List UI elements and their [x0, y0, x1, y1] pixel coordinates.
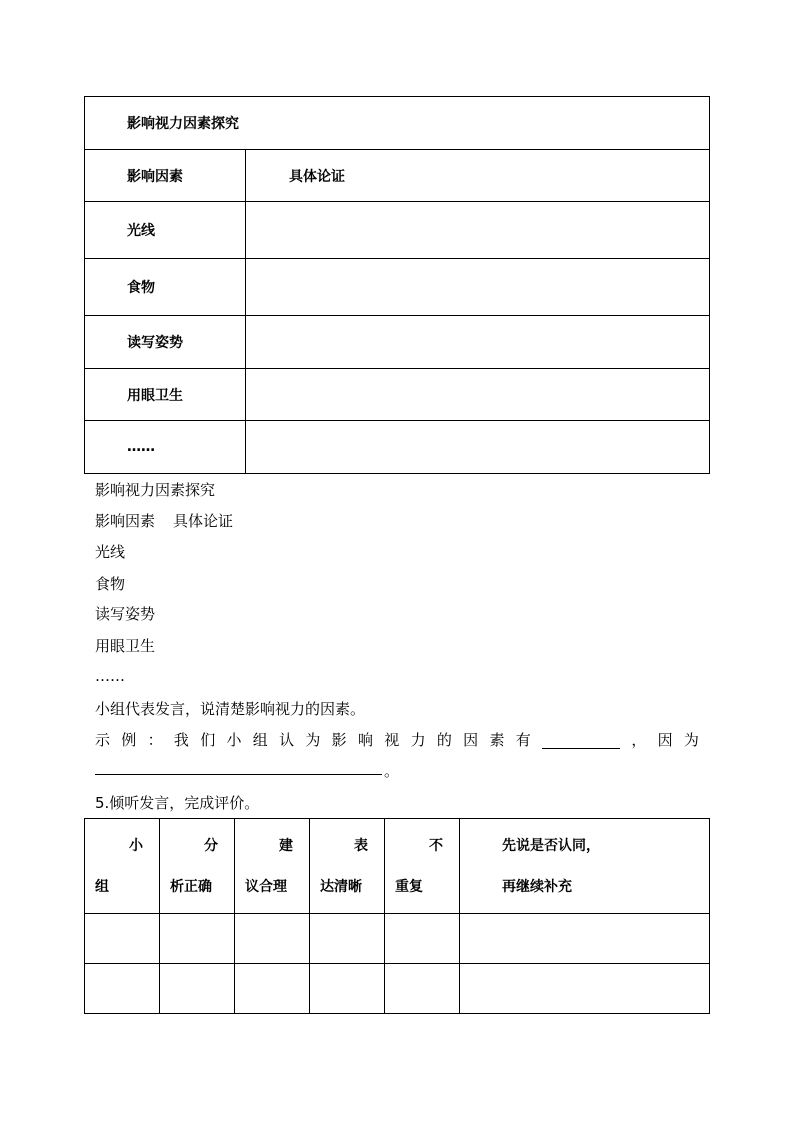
detail-cell[interactable]: [246, 316, 710, 369]
header-top-text: 建: [279, 838, 293, 854]
header-top-text: 表: [354, 838, 368, 854]
header-factor-cell: [85, 150, 246, 202]
factor-label: 用眼卫生: [127, 387, 183, 404]
plain-item: 食物: [95, 575, 126, 593]
example-char: 因: [463, 731, 479, 749]
section-5-heading: 5.倾听发言，完成评价。: [95, 794, 260, 812]
header-supplement-line2: 再继续补充: [502, 879, 572, 895]
factor-label: 读写姿势: [127, 335, 183, 351]
example-char: 认: [279, 731, 295, 749]
table-row: [85, 202, 710, 259]
example-sentence: [95, 731, 699, 749]
table-title-cell: [85, 97, 710, 150]
header-top-text: 不: [429, 838, 443, 854]
plain-item: 用眼卫生: [95, 637, 156, 655]
header-no-repeat-cell: [385, 819, 460, 914]
header-bottom-text: 达清晰: [320, 879, 362, 895]
example-char: 的: [436, 731, 452, 749]
evaluation-cell[interactable]: [460, 914, 710, 964]
example-period: 。: [384, 762, 400, 780]
factor-label: 食物: [127, 280, 155, 296]
plain-header: [95, 512, 233, 530]
table-title-row: [85, 97, 710, 150]
header-bottom-text: 重复: [395, 879, 423, 895]
example-char: 视: [384, 731, 400, 749]
instruction-text: 小组代表发言，说清楚影响视力的因素。: [95, 700, 366, 718]
header-supplement-line1: 先说是否认同，: [502, 838, 600, 854]
evaluation-table: [84, 818, 710, 1014]
factor-cell: [85, 316, 246, 369]
header-detail: 具体论证: [289, 168, 345, 185]
example-char: 为: [683, 731, 699, 749]
example-char: 示: [95, 731, 111, 749]
example-char: 为: [305, 731, 321, 749]
header-top-text: 小: [129, 838, 143, 854]
table-title: 影响视力因素探究: [127, 116, 239, 132]
header-bottom-text: 议合理: [245, 879, 287, 895]
plain-header-factor: 影响因素: [95, 512, 156, 530]
example-char: 力: [410, 731, 426, 749]
example-comma: ，: [631, 731, 647, 749]
evaluation-cell[interactable]: [310, 914, 385, 964]
factor-cell: [85, 421, 246, 474]
example-char: ：: [147, 731, 163, 749]
example-char: 例: [121, 731, 137, 749]
table-row: [85, 421, 710, 474]
factor-cell: [85, 259, 246, 316]
evaluation-cell[interactable]: [385, 914, 460, 964]
header-analysis-cell: [160, 819, 235, 914]
header-expression-cell: [310, 819, 385, 914]
evaluation-cell[interactable]: [160, 964, 235, 1014]
example-char: 影: [331, 731, 347, 749]
table-header-row: [85, 150, 710, 202]
evaluation-header-row: [85, 819, 710, 914]
table-row: [85, 964, 710, 1014]
detail-cell[interactable]: [246, 369, 710, 421]
example-char: 有: [515, 731, 531, 749]
plain-header-detail: 具体论证: [173, 512, 234, 530]
table-row: [85, 259, 710, 316]
detail-cell[interactable]: [246, 202, 710, 259]
evaluation-cell[interactable]: [460, 964, 710, 1014]
factor-label: 光线: [127, 223, 155, 239]
example-char: 小: [226, 731, 242, 749]
factor-cell: [85, 202, 246, 259]
header-factor: 影响因素: [127, 168, 183, 185]
example-char: 因: [657, 731, 673, 749]
header-suggestion-cell: [235, 819, 310, 914]
reason-blank[interactable]: [95, 774, 382, 775]
example-char: 素: [489, 731, 505, 749]
evaluation-cell[interactable]: [385, 964, 460, 1014]
plain-item: 读写姿势: [95, 605, 156, 623]
evaluation-cell[interactable]: [160, 914, 235, 964]
header-supplement-cell: [460, 819, 710, 914]
detail-cell[interactable]: [246, 421, 710, 474]
table-row: [85, 914, 710, 964]
example-char: 组: [252, 731, 268, 749]
header-top-text: 分: [204, 838, 218, 854]
evaluation-cell[interactable]: [235, 914, 310, 964]
detail-cell[interactable]: [246, 259, 710, 316]
evaluation-cell[interactable]: [85, 914, 160, 964]
evaluation-cell[interactable]: [310, 964, 385, 1014]
evaluation-cell[interactable]: [85, 964, 160, 1014]
factor-blank[interactable]: [542, 734, 620, 749]
factor-label: ……: [127, 439, 155, 455]
plain-item: 光线: [95, 543, 126, 561]
factor-table: [84, 96, 710, 474]
header-bottom-text: 析正确: [170, 879, 212, 895]
example-char: 我: [173, 731, 189, 749]
evaluation-cell[interactable]: [235, 964, 310, 1014]
example-char: 响: [357, 731, 373, 749]
plain-title: 影响视力因素探究: [95, 481, 216, 499]
example-char: 们: [200, 731, 216, 749]
factor-cell: [85, 369, 246, 421]
plain-item: ……: [95, 667, 125, 685]
table-row: [85, 316, 710, 369]
header-group-cell: [85, 819, 160, 914]
header-detail-cell: [246, 150, 710, 202]
table-row: [85, 369, 710, 421]
header-bottom-text: 组: [95, 879, 109, 895]
